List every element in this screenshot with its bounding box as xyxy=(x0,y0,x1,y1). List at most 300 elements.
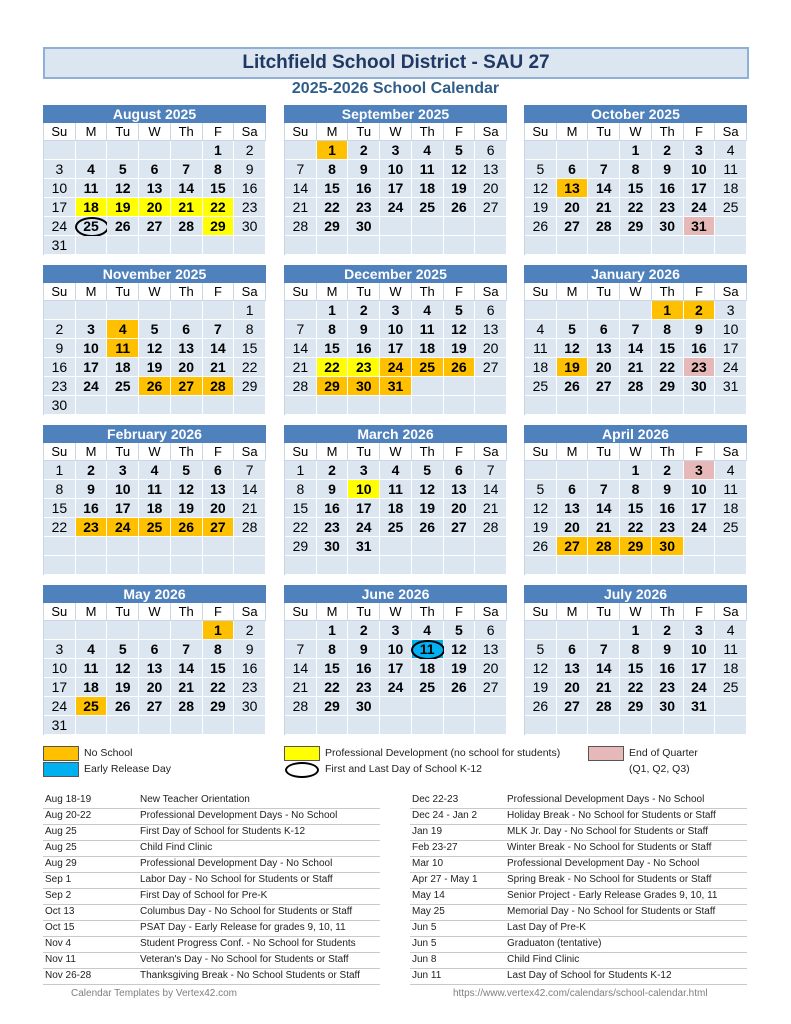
day-number: 28 xyxy=(482,519,499,535)
day-cell xyxy=(44,217,76,236)
day-number: 28 xyxy=(595,698,612,714)
day-cell xyxy=(139,640,171,659)
day-cell xyxy=(44,697,76,716)
day-cell xyxy=(76,160,108,179)
month-december-2025 xyxy=(284,265,507,415)
day-number: 15 xyxy=(324,660,340,676)
empty-cell xyxy=(412,217,444,236)
day-cell xyxy=(203,179,235,198)
weekday-header: F xyxy=(203,123,235,141)
day-number: 22 xyxy=(324,199,340,215)
day-number: 10 xyxy=(691,481,707,497)
day-cell xyxy=(234,198,266,217)
day-number: 9 xyxy=(663,481,672,497)
day-cell xyxy=(171,697,203,716)
day-cell xyxy=(715,320,747,339)
day-cell xyxy=(317,480,349,499)
day-number: 24 xyxy=(722,359,739,375)
day-cell xyxy=(317,518,349,537)
empty-cell xyxy=(76,621,108,640)
legend-noschool-label: No School xyxy=(84,747,133,759)
day-cell xyxy=(44,179,76,198)
day-number: 8 xyxy=(245,321,254,337)
day-number: 25 xyxy=(722,519,739,535)
empty-cell xyxy=(380,716,412,735)
day-cell xyxy=(76,358,108,377)
day-number: 27 xyxy=(482,359,499,375)
empty-cell xyxy=(107,396,139,415)
day-number: 11 xyxy=(723,161,738,177)
day-number: 19 xyxy=(419,500,435,516)
empty-cell xyxy=(107,141,139,160)
day-number: 20 xyxy=(482,180,499,196)
day-number: 8 xyxy=(328,641,336,657)
event-date: Dec 24 - Jan 2 xyxy=(412,810,478,821)
day-cell xyxy=(285,640,317,659)
day-cell xyxy=(171,377,203,396)
day-number: 6 xyxy=(150,641,159,657)
day-cell xyxy=(285,358,317,377)
day-cell xyxy=(203,320,235,339)
day-number: 22 xyxy=(210,679,226,695)
day-number: 2 xyxy=(87,462,95,478)
event-description: New Teacher Orientation xyxy=(140,794,250,805)
event-description: Winter Break - No School for Students or Staff xyxy=(507,842,712,853)
day-number: 6 xyxy=(568,641,576,657)
day-cell xyxy=(444,339,476,358)
day-number: 3 xyxy=(391,142,400,158)
day-number: 21 xyxy=(210,359,226,375)
day-cell xyxy=(652,377,684,396)
empty-cell xyxy=(234,556,266,575)
day-cell xyxy=(76,697,108,716)
empty-cell xyxy=(203,537,235,556)
day-number: 9 xyxy=(663,161,672,177)
day-cell xyxy=(139,339,171,358)
day-cell xyxy=(652,160,684,179)
day-number: 2 xyxy=(55,321,64,337)
empty-cell xyxy=(76,537,108,556)
day-cell xyxy=(525,518,557,537)
day-cell xyxy=(317,339,349,358)
event-date: Aug 20-22 xyxy=(45,810,92,821)
day-cell xyxy=(652,640,684,659)
day-cell xyxy=(715,339,747,358)
day-cell xyxy=(234,640,266,659)
event-description: Veteran's Day - No School for Students or Staff xyxy=(140,954,349,965)
day-number: 20 xyxy=(451,500,467,516)
day-cell xyxy=(76,461,108,480)
day-number: 20 xyxy=(146,679,163,695)
event-row xyxy=(410,840,747,857)
empty-cell xyxy=(557,716,589,735)
day-number: 23 xyxy=(83,519,99,535)
day-cell xyxy=(76,659,108,678)
empty-cell xyxy=(525,621,557,640)
empty-cell xyxy=(412,537,444,556)
day-number: 29 xyxy=(324,378,340,394)
day-number: 3 xyxy=(55,161,64,177)
day-number: 9 xyxy=(87,481,95,497)
day-number: 15 xyxy=(210,180,226,196)
weekday-header: Su xyxy=(525,283,557,301)
weekday-header: Sa xyxy=(234,283,266,301)
day-cell xyxy=(620,358,652,377)
day-cell xyxy=(684,339,716,358)
day-number: 30 xyxy=(51,397,68,413)
day-cell xyxy=(412,339,444,358)
day-cell xyxy=(380,480,412,499)
event-date: May 14 xyxy=(412,890,445,901)
empty-cell xyxy=(44,537,76,556)
day-number: 17 xyxy=(691,660,707,676)
weekday-header: Su xyxy=(44,603,76,621)
empty-cell xyxy=(715,396,747,415)
weekday-header: Th xyxy=(652,123,684,141)
day-cell xyxy=(380,518,412,537)
day-number: 3 xyxy=(695,622,703,638)
event-description: Professional Development Days - No School xyxy=(507,794,705,805)
day-cell xyxy=(203,141,235,160)
day-number: 10 xyxy=(114,481,131,497)
empty-cell xyxy=(317,716,349,735)
day-cell xyxy=(285,160,317,179)
empty-cell xyxy=(525,301,557,320)
day-cell xyxy=(620,217,652,236)
empty-cell xyxy=(684,396,716,415)
day-number: 5 xyxy=(455,302,463,318)
day-number: 11 xyxy=(723,641,738,657)
day-number: 28 xyxy=(292,218,309,234)
day-number: 19 xyxy=(532,199,549,215)
weekday-header: Su xyxy=(525,603,557,621)
day-cell xyxy=(171,659,203,678)
empty-cell xyxy=(139,141,171,160)
weekday-header: Sa xyxy=(715,123,747,141)
day-cell xyxy=(620,461,652,480)
day-cell xyxy=(380,339,412,358)
day-number: 5 xyxy=(536,641,545,657)
day-number: 29 xyxy=(241,378,258,394)
weekday-header: Su xyxy=(525,443,557,461)
empty-cell xyxy=(203,556,235,575)
day-cell xyxy=(475,160,507,179)
day-cell xyxy=(684,499,716,518)
day-number: 1 xyxy=(328,622,336,638)
empty-cell xyxy=(203,236,235,255)
day-cell xyxy=(715,461,747,480)
day-number: 25 xyxy=(83,218,99,234)
day-cell xyxy=(525,217,557,236)
day-cell xyxy=(620,697,652,716)
day-number: 7 xyxy=(599,481,608,497)
day-number: 22 xyxy=(241,359,258,375)
event-row xyxy=(410,904,747,921)
day-cell xyxy=(525,697,557,716)
event-date: Sep 1 xyxy=(45,874,72,885)
empty-cell xyxy=(234,396,266,415)
day-number: 12 xyxy=(114,660,131,676)
day-cell xyxy=(203,198,235,217)
event-date: Jun 5 xyxy=(412,938,437,949)
empty-cell xyxy=(139,236,171,255)
day-number: 28 xyxy=(595,538,612,554)
day-cell xyxy=(317,377,349,396)
day-cell xyxy=(348,217,380,236)
day-cell xyxy=(139,198,171,217)
day-cell xyxy=(475,678,507,697)
day-number: 25 xyxy=(532,378,549,394)
month-header: October 2025 xyxy=(524,105,747,123)
day-number: 26 xyxy=(532,538,549,554)
month-grid xyxy=(43,603,266,735)
day-number: 6 xyxy=(150,161,159,177)
day-cell xyxy=(285,678,317,697)
day-number: 17 xyxy=(355,500,372,516)
day-number: 5 xyxy=(455,142,463,158)
day-number: 21 xyxy=(292,199,309,215)
event-description: Professional Development Days - No School xyxy=(140,810,338,821)
day-number: 18 xyxy=(83,679,99,695)
day-number: 22 xyxy=(324,359,340,375)
day-number: 11 xyxy=(419,321,435,337)
weekday-header: Sa xyxy=(715,603,747,621)
empty-cell xyxy=(525,716,557,735)
event-row xyxy=(410,872,747,889)
day-cell xyxy=(412,678,444,697)
day-cell xyxy=(652,480,684,499)
empty-cell xyxy=(107,301,139,320)
day-cell xyxy=(475,499,507,518)
day-number: 5 xyxy=(150,321,159,337)
empty-cell xyxy=(76,301,108,320)
month-june-2026 xyxy=(284,585,507,735)
weekday-header: Tu xyxy=(107,123,139,141)
day-cell xyxy=(171,640,203,659)
day-cell xyxy=(234,518,266,537)
day-cell xyxy=(44,198,76,217)
day-number: 1 xyxy=(55,462,64,478)
weekday-header: Tu xyxy=(348,443,380,461)
day-cell xyxy=(76,480,108,499)
day-number: 7 xyxy=(296,161,305,177)
day-cell xyxy=(684,640,716,659)
day-number: 2 xyxy=(663,622,672,638)
day-cell xyxy=(348,678,380,697)
day-number: 18 xyxy=(722,660,739,676)
day-number: 6 xyxy=(568,161,576,177)
weekday-header: Tu xyxy=(107,283,139,301)
day-cell xyxy=(171,179,203,198)
day-number: 17 xyxy=(691,180,707,196)
day-number: 18 xyxy=(419,340,435,356)
day-number: 24 xyxy=(355,519,372,535)
day-number: 26 xyxy=(451,679,467,695)
weekday-header: Tu xyxy=(588,123,620,141)
day-number: 19 xyxy=(178,500,194,516)
day-number: 26 xyxy=(532,698,549,714)
day-cell xyxy=(348,320,380,339)
day-number: 28 xyxy=(292,378,309,394)
day-number: 13 xyxy=(595,340,612,356)
day-number: 22 xyxy=(51,519,68,535)
month-november-2025 xyxy=(43,265,266,415)
day-number: 27 xyxy=(451,519,467,535)
day-number: 9 xyxy=(663,641,672,657)
day-cell xyxy=(107,678,139,697)
event-date: Nov 26-28 xyxy=(45,970,92,981)
day-number: 5 xyxy=(536,481,545,497)
day-cell xyxy=(76,217,108,236)
empty-cell xyxy=(412,556,444,575)
month-header: December 2025 xyxy=(284,265,507,283)
empty-cell xyxy=(412,236,444,255)
empty-cell xyxy=(588,621,620,640)
day-cell xyxy=(44,320,76,339)
empty-cell xyxy=(652,716,684,735)
day-cell xyxy=(620,537,652,556)
empty-cell xyxy=(620,236,652,255)
day-cell xyxy=(684,179,716,198)
day-number: 25 xyxy=(83,698,99,714)
event-row xyxy=(43,968,380,985)
day-number: 3 xyxy=(118,462,127,478)
day-cell xyxy=(234,461,266,480)
day-cell xyxy=(139,461,171,480)
weekday-header: Sa xyxy=(234,123,266,141)
weekday-header: Th xyxy=(171,603,203,621)
day-cell xyxy=(44,659,76,678)
day-number: 12 xyxy=(564,340,580,356)
day-number: 17 xyxy=(51,679,68,695)
event-date: Oct 15 xyxy=(45,922,75,933)
day-number: 5 xyxy=(423,462,432,478)
day-cell xyxy=(234,301,266,320)
empty-cell xyxy=(171,141,203,160)
day-cell xyxy=(76,640,108,659)
empty-cell xyxy=(139,537,171,556)
day-number: 6 xyxy=(486,142,495,158)
day-cell xyxy=(234,217,266,236)
empty-cell xyxy=(715,697,747,716)
day-number: 30 xyxy=(659,218,675,234)
day-cell xyxy=(525,160,557,179)
weekday-header: Tu xyxy=(107,443,139,461)
empty-cell xyxy=(317,396,349,415)
day-cell xyxy=(317,179,349,198)
day-cell xyxy=(107,320,139,339)
day-number: 1 xyxy=(296,462,305,478)
day-number: 4 xyxy=(150,462,159,478)
empty-cell xyxy=(412,716,444,735)
day-number: 26 xyxy=(419,519,435,535)
day-cell xyxy=(203,461,235,480)
empty-cell xyxy=(588,301,620,320)
day-number: 24 xyxy=(387,199,404,215)
day-cell xyxy=(475,518,507,537)
day-cell xyxy=(557,179,589,198)
day-cell xyxy=(171,339,203,358)
day-number: 27 xyxy=(210,519,226,535)
day-number: 6 xyxy=(568,481,576,497)
day-number: 7 xyxy=(182,161,191,177)
day-number: 6 xyxy=(599,321,608,337)
day-number: 11 xyxy=(533,340,548,356)
day-number: 2 xyxy=(359,622,368,638)
legend-ring-icon xyxy=(285,762,319,778)
day-cell xyxy=(620,179,652,198)
day-number: 11 xyxy=(388,481,403,497)
day-number: 9 xyxy=(328,481,336,497)
empty-cell xyxy=(652,556,684,575)
day-cell xyxy=(588,217,620,236)
event-row xyxy=(410,856,747,873)
day-cell xyxy=(348,537,380,556)
day-cell xyxy=(285,377,317,396)
empty-cell xyxy=(525,396,557,415)
legend-quarter-sub: (Q1, Q2, Q3) xyxy=(629,763,690,775)
day-number: 4 xyxy=(118,321,127,337)
footer-url[interactable]: https://www.vertex42.com/calendars/school-calendar.html xyxy=(453,988,708,999)
day-cell xyxy=(652,217,684,236)
day-cell xyxy=(44,377,76,396)
day-number: 24 xyxy=(83,378,99,394)
day-cell xyxy=(444,301,476,320)
day-cell xyxy=(171,160,203,179)
empty-cell xyxy=(715,217,747,236)
day-cell xyxy=(203,358,235,377)
empty-cell xyxy=(620,301,652,320)
weekday-header: Sa xyxy=(475,603,507,621)
day-number: 20 xyxy=(595,359,612,375)
empty-cell xyxy=(444,716,476,735)
day-number: 16 xyxy=(355,180,372,196)
day-cell xyxy=(380,621,412,640)
day-cell xyxy=(44,678,76,697)
month-header: August 2025 xyxy=(43,105,266,123)
day-cell xyxy=(525,640,557,659)
day-number: 8 xyxy=(328,161,336,177)
day-number: 21 xyxy=(595,679,612,695)
day-number: 27 xyxy=(146,698,163,714)
day-number: 23 xyxy=(51,378,68,394)
empty-cell xyxy=(620,396,652,415)
month-grid xyxy=(43,123,266,255)
day-cell xyxy=(317,217,349,236)
event-description: Holiday Break - No School for Students or Staff xyxy=(507,810,716,821)
event-row xyxy=(43,792,380,809)
day-number: 16 xyxy=(83,500,99,516)
day-number: 3 xyxy=(55,641,64,657)
day-cell xyxy=(317,198,349,217)
day-number: 12 xyxy=(114,180,131,196)
day-cell xyxy=(412,179,444,198)
day-number: 16 xyxy=(51,359,68,375)
day-number: 17 xyxy=(691,500,707,516)
day-number: 2 xyxy=(328,462,336,478)
day-cell xyxy=(684,358,716,377)
day-number: 8 xyxy=(214,641,222,657)
day-cell xyxy=(44,716,76,735)
day-cell xyxy=(139,179,171,198)
legend-noschool-swatch xyxy=(43,746,79,761)
weekday-header: M xyxy=(557,443,589,461)
day-number: 4 xyxy=(726,142,735,158)
day-cell xyxy=(444,678,476,697)
empty-cell xyxy=(475,236,507,255)
day-number: 6 xyxy=(486,622,495,638)
day-number: 20 xyxy=(482,340,499,356)
